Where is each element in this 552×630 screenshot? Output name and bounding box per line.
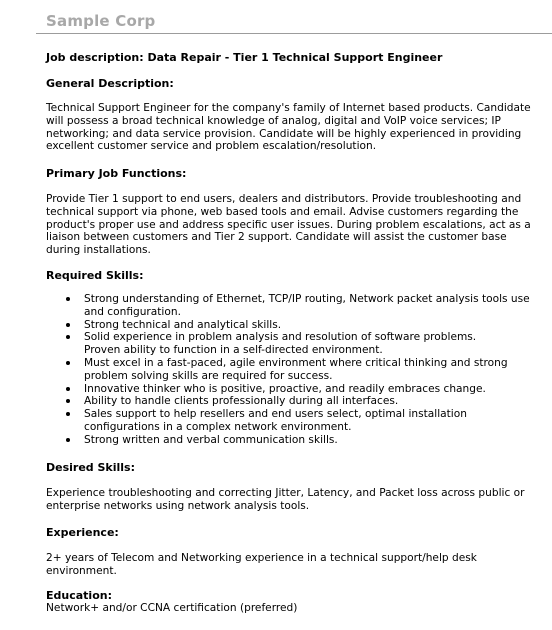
desired-skills xyxy=(46,487,546,513)
list-item xyxy=(46,434,546,447)
desired-heading: Desired Skills: xyxy=(46,461,135,474)
text-line: and configuration. xyxy=(84,305,181,318)
text-line: technical support via phone, web based tools and email. Advise customers regarding the xyxy=(46,205,519,218)
text-line: during installations. xyxy=(46,244,151,257)
experience-text xyxy=(46,552,546,578)
text-line: 2+ years of Telecom and Networking experience in a technical support/help desk xyxy=(46,552,477,564)
text-line: environment. xyxy=(46,564,117,577)
education-heading: Education: xyxy=(46,589,112,602)
text-line: enterprise networks using network analysis tools. xyxy=(46,499,310,512)
text-line: Strong written and verbal communication skills. xyxy=(84,433,338,446)
text-line: Sales support to help resellers and end users select, optimal installation xyxy=(84,408,467,421)
text-line: Must excel in a fast-paced, agile environment where critical thinking and strong xyxy=(84,356,508,369)
list-item xyxy=(46,293,546,319)
general-description xyxy=(46,102,546,153)
education-text xyxy=(46,602,546,615)
text-line: Innovative thinker who is positive, proactive, and readily embraces change. xyxy=(84,382,486,395)
text-line: will possess a broad technical knowledge of analog, digital and VoIP voice services; IP xyxy=(46,114,501,127)
primary-heading: Primary Job Functions: xyxy=(46,167,187,180)
company-name: Sample Corp xyxy=(46,12,156,30)
primary-functions xyxy=(46,193,546,257)
text-line: Experience troubleshooting and correcting Jitter, Latency, and Packet loss across public or xyxy=(46,487,525,499)
list-item xyxy=(46,319,546,332)
text-line: Technical Support Engineer for the company's family of Internet based products. Candidate xyxy=(46,102,531,114)
experience-heading: Experience: xyxy=(46,526,119,539)
required-skills-list xyxy=(46,293,546,447)
list-item xyxy=(46,395,546,408)
header-divider xyxy=(36,33,552,34)
text-line: liaison between customers and Tier 2 support. Candidate will assist the customer base xyxy=(46,231,507,244)
text-line: networking; and data service provision. Candidate will be highly experienced in providing xyxy=(46,127,522,140)
text-line: Network+ and/or CCNA certification (preferred) xyxy=(46,602,298,614)
list-item xyxy=(46,383,546,396)
text-line: Provide Tier 1 support to end users, dealers and distributors. Provide troubleshooting and xyxy=(46,193,522,205)
required-heading: Required Skills: xyxy=(46,269,144,282)
text-line: Ability to handle clients professionally during all interfaces. xyxy=(84,395,399,408)
text-line: Strong technical and analytical skills. xyxy=(84,318,282,331)
general-heading: General Description: xyxy=(46,77,174,90)
list-item xyxy=(46,357,546,383)
text-line: excellent customer service and problem escalation/resolution. xyxy=(46,140,377,153)
text-line: problem solving skills are required for success. xyxy=(84,369,333,382)
list-item xyxy=(46,408,546,434)
job-title: Job description: Data Repair - Tier 1 Technical Support Engineer xyxy=(46,51,443,64)
text-line: Strong understanding of Ethernet, TCP/IP routing, Network packet analysis tools use xyxy=(84,293,530,305)
text-line: product's proper use and address specific user issues. During problem escalations, act as a xyxy=(46,218,531,231)
list-item xyxy=(46,331,546,357)
text-line: Proven ability to function in a self-directed environment. xyxy=(84,344,383,357)
text-line: Solid experience in problem analysis and resolution of software problems. xyxy=(84,331,477,344)
text-line: configurations in a complex network environment. xyxy=(84,420,352,433)
